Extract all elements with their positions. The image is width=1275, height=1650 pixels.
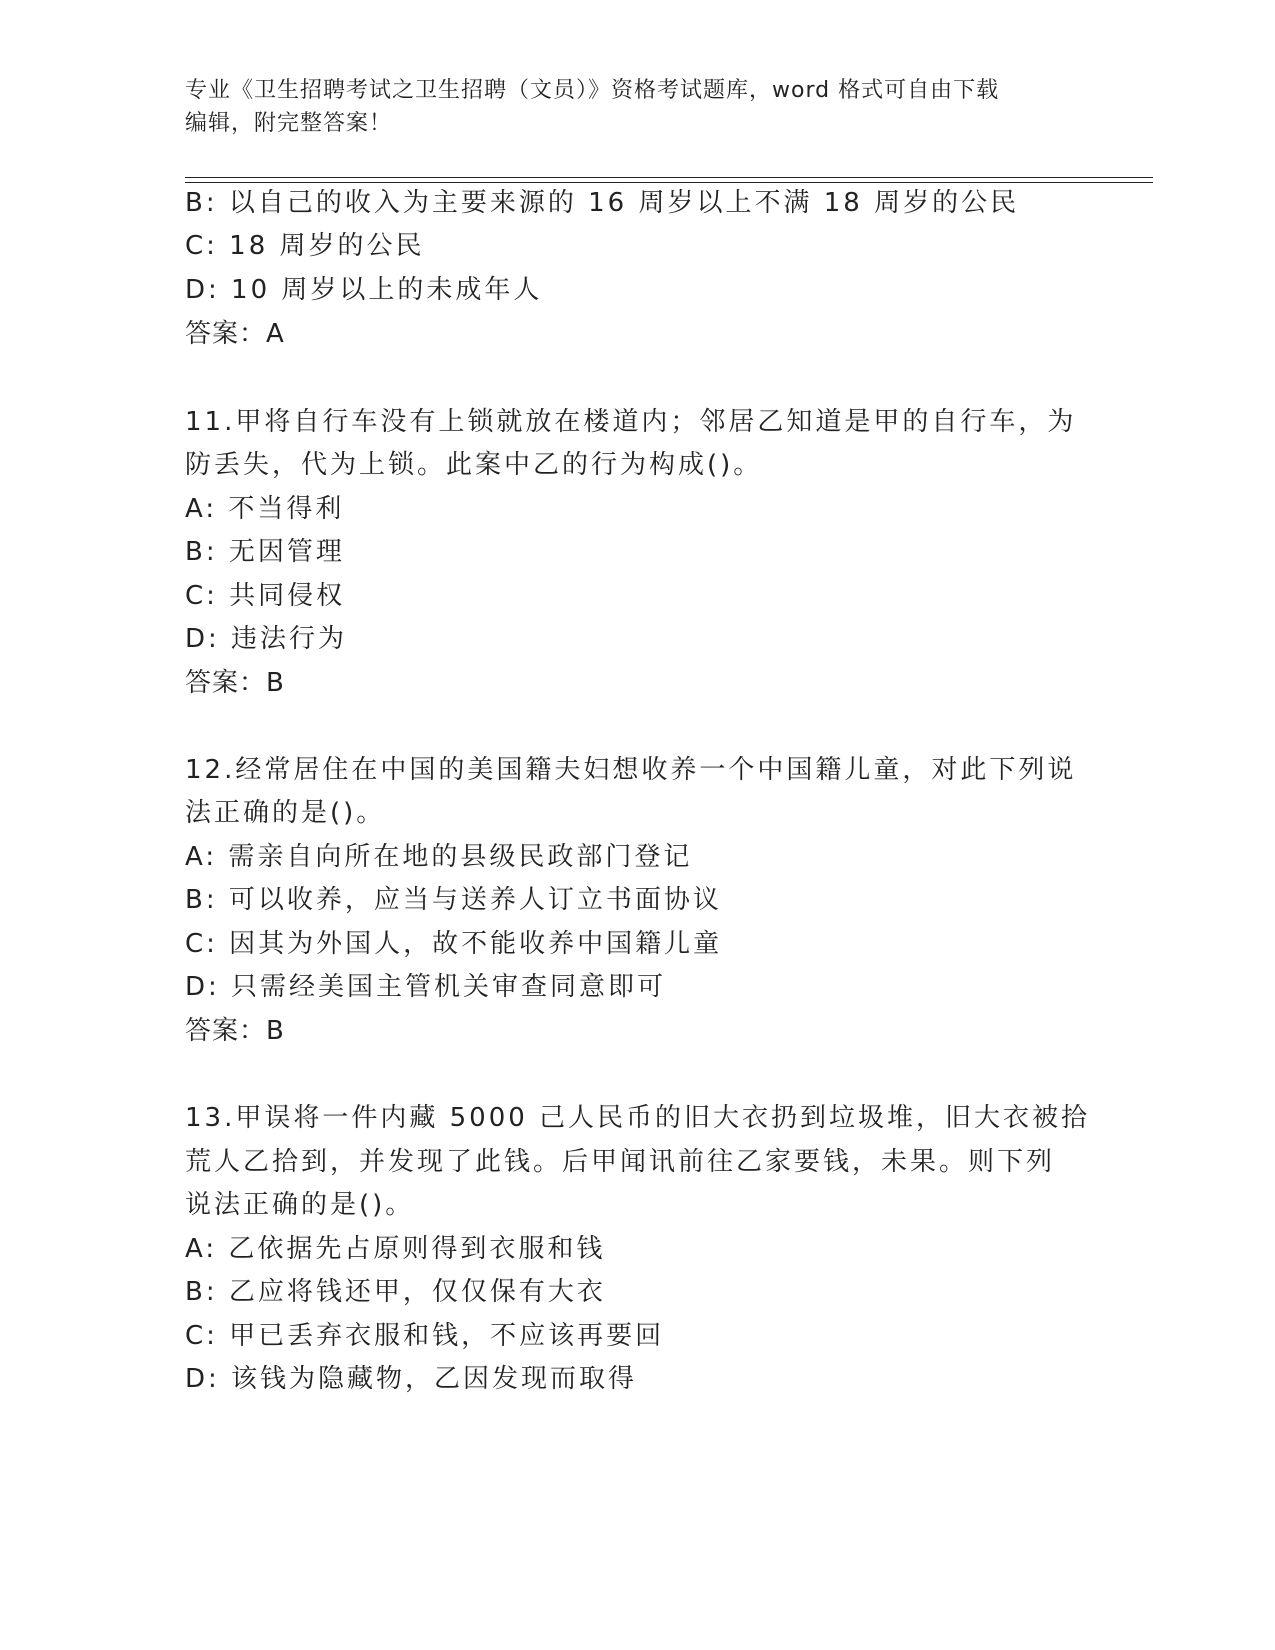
- answer-line: 答案：A: [185, 319, 285, 349]
- question-11-option-a: A: 不当得利: [185, 494, 345, 524]
- question-11-answer: 答案：B: [185, 668, 285, 698]
- question-12-option-b: B: 可以收养，应当与送养人订立书面协议: [185, 885, 722, 915]
- question-12-option-d: D: 只需经美国主管机关审查同意即可: [185, 972, 667, 1002]
- document-header: [185, 74, 1085, 140]
- header-line-2: 编辑，附完整答案！: [185, 111, 393, 136]
- question-11-option-c: C: 共同侵权: [185, 581, 346, 611]
- question-13-stem-line-1: 13.甲误将一件内藏 5000 己人民币的旧大衣扔到垃圾堆，旧大衣被拾: [185, 1103, 1091, 1133]
- header-line-1: 专业《卫生招聘考试之卫生招聘（文员）》资格考试题库，word 格式可自由下载: [185, 78, 1000, 103]
- question-13-option-c: C: 甲已丢弃衣服和钱，不应该再要回: [185, 1321, 665, 1351]
- option-c: C: 18 周岁的公民: [185, 231, 425, 261]
- question-11-stem-line-1: 11.甲将自行车没有上锁就放在楼道内；邻居乙知道是甲的自行车，为: [185, 407, 1077, 437]
- question-13-stem-line-2: 荒人乙拾到，并发现了此钱。后甲闻讯前往乙家要钱，未果。则下列: [185, 1147, 1056, 1177]
- question-11-option-b: B: 无因管理: [185, 537, 345, 567]
- question-12-option-c: C: 因其为外国人，故不能收养中国籍儿童: [185, 929, 723, 959]
- option-b: B: 以自己的收入为主要来源的 16 周岁以上不满 18 周岁的公民: [185, 188, 1020, 218]
- question-11-stem-line-2: 防丢失，代为上锁。此案中乙的行为构成()。: [185, 450, 763, 480]
- question-12-option-a: A: 需亲自向所在地的县级民政部门登记: [185, 842, 693, 872]
- header-divider-top: [185, 177, 1153, 178]
- question-12-stem-line-2: 法正确的是()。: [185, 798, 386, 828]
- question-12-answer: 答案：B: [185, 1016, 285, 1046]
- question-13-option-d: D: 该钱为隐藏物，乙因发现而取得: [185, 1364, 638, 1394]
- option-d: D: 10 周岁以上的未成年人: [185, 275, 543, 305]
- question-11-option-d: D: 违法行为: [185, 624, 348, 654]
- question-12-stem-line-1: 12.经常居住在中国的美国籍夫妇想收养一个中国籍儿童，对此下列说: [185, 755, 1077, 785]
- question-13-option-b: B: 乙应将钱还甲，仅仅保有大衣: [185, 1277, 606, 1307]
- question-13-option-a: A: 乙依据先占原则得到衣服和钱: [185, 1234, 606, 1264]
- question-13-stem-line-3: 说法正确的是()。: [185, 1190, 415, 1220]
- header-divider-bottom: [185, 182, 1153, 183]
